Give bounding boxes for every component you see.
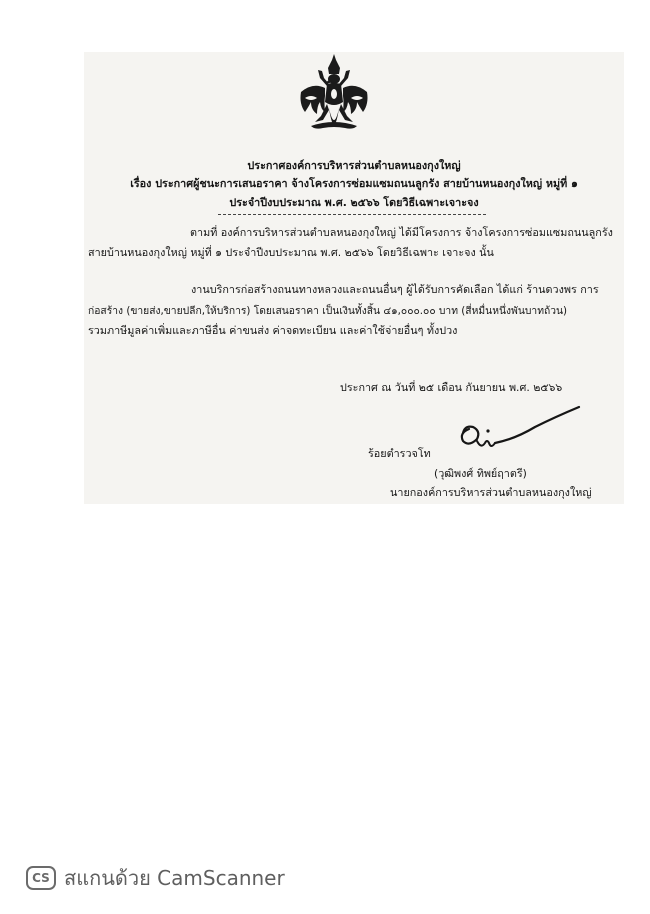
document-title: ประกาศองค์การบริหารส่วนตำบลหนองกุงใหญ่ <box>247 159 461 172</box>
camscanner-watermark: สแกนด้วย CamScanner <box>64 866 285 890</box>
document-subject: เรื่อง ประกาศผู้ชนะการเสนอราคา จ้างโครงการซ่อมแซมถนนลูกรัง สายบ้านหนองกุงใหญ่ หมู่ที่ ๑ <box>130 177 578 190</box>
announcement-date: ประกาศ ณ วันที่ ๒๕ เดือน กันยายน พ.ศ. ๒๕๖๖ <box>340 381 563 394</box>
paragraph2-line3: รวมภาษีมูลค่าเพิ่มและภาษีอื่น ค่าขนส่ง ค่าจดทะเบียน และค่าใช้จ่ายอื่นๆ ทั้งปวง <box>88 324 458 337</box>
paragraph1-line1: ตามที่ องค์การบริหารส่วนตำบลหนองกุงใหญ่ ได้มีโครงการ จ้างโครงการซ่อมแซมถนนลูกรัง <box>190 226 613 239</box>
garuda-emblem-icon <box>295 52 373 134</box>
signatory-name: (วุฒิพงศ์ ทิพย์ฤาตรี) <box>434 467 527 480</box>
paragraph2-line1: งานบริการก่อสร้างถนนทางหลวงและถนนอื่นๆ ผู้ได้รับการคัดเลือก ได้แก่ ร้านดวงพร การ <box>191 283 599 296</box>
signatory-position: นายกองค์การบริหารส่วนตำบลหนองกุงใหญ่ <box>390 486 592 499</box>
camscanner-logo-icon: CS <box>26 866 56 890</box>
signatory-rank: ร้อยตำรวจโท <box>368 447 431 460</box>
paragraph2-line2: ก่อสร้าง (ขายส่ง,ขายปลีก,ให้บริการ) โดยเสนอราคา เป็นเงินทั้งสิ้น ๔๑,๐๐๐.๐๐ บาท (สี่หมื่นหนึ่งพันบาทถ้วน) <box>88 305 568 317</box>
handwritten-signature <box>455 405 585 465</box>
paragraph1-line2: สายบ้านหนองกุงใหญ่ หมู่ที่ ๑ ประจำปีงบประมาณ พ.ศ. ๒๕๖๖ โดยวิธีเฉพาะ เจาะจง นั้น <box>88 246 494 259</box>
document-subject-line2: ประจำปีงบประมาณ พ.ศ. ๒๕๖๖ โดยวิธีเฉพาะเจาะจง <box>229 196 479 209</box>
header-divider <box>218 214 486 215</box>
